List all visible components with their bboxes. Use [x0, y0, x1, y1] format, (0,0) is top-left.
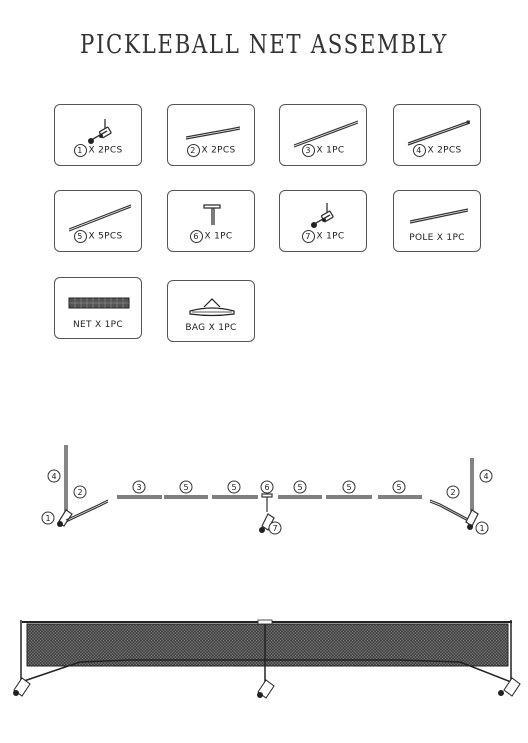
part-number-badge: 6 [190, 230, 203, 243]
svg-text:2: 2 [450, 488, 456, 497]
part-number-badge: 4 [413, 144, 426, 157]
svg-text:5: 5 [231, 483, 237, 492]
part-quantity: POLE X 1PC [409, 232, 465, 243]
svg-text:5: 5 [346, 483, 352, 492]
part-quantity: X 2PCS [427, 145, 462, 156]
part-quantity: NET X 1PC [73, 319, 123, 330]
svg-text:1: 1 [45, 514, 51, 523]
svg-text:5: 5 [297, 483, 303, 492]
part-quantity: X 2PCS [201, 145, 236, 156]
part-number-badge: 2 [187, 144, 200, 157]
part-quantity: X 1PC [316, 145, 345, 156]
part-number-badge: 7 [302, 230, 315, 243]
part-quantity: X 1PC [316, 231, 345, 242]
part-number-badge: 1 [74, 144, 87, 157]
svg-text:2: 2 [77, 488, 83, 497]
svg-text:4: 4 [483, 472, 489, 481]
svg-text:3: 3 [136, 483, 142, 492]
svg-text:4: 4 [51, 472, 57, 481]
part-quantity: X 2PCS [88, 145, 123, 156]
part-quantity: X 5PCS [88, 231, 123, 242]
svg-text:5: 5 [396, 483, 402, 492]
svg-text:5: 5 [183, 483, 189, 492]
part-number-badge: 5 [74, 230, 87, 243]
svg-text:7: 7 [272, 524, 278, 533]
part-quantity: BAG X 1PC [185, 322, 237, 333]
page-title: PICKLEBALL NET ASSEMBLY [79, 30, 448, 60]
svg-text:1: 1 [479, 524, 485, 533]
svg-text:6: 6 [264, 483, 270, 492]
part-number-badge: 3 [302, 144, 315, 157]
part-quantity: X 1PC [204, 231, 233, 242]
